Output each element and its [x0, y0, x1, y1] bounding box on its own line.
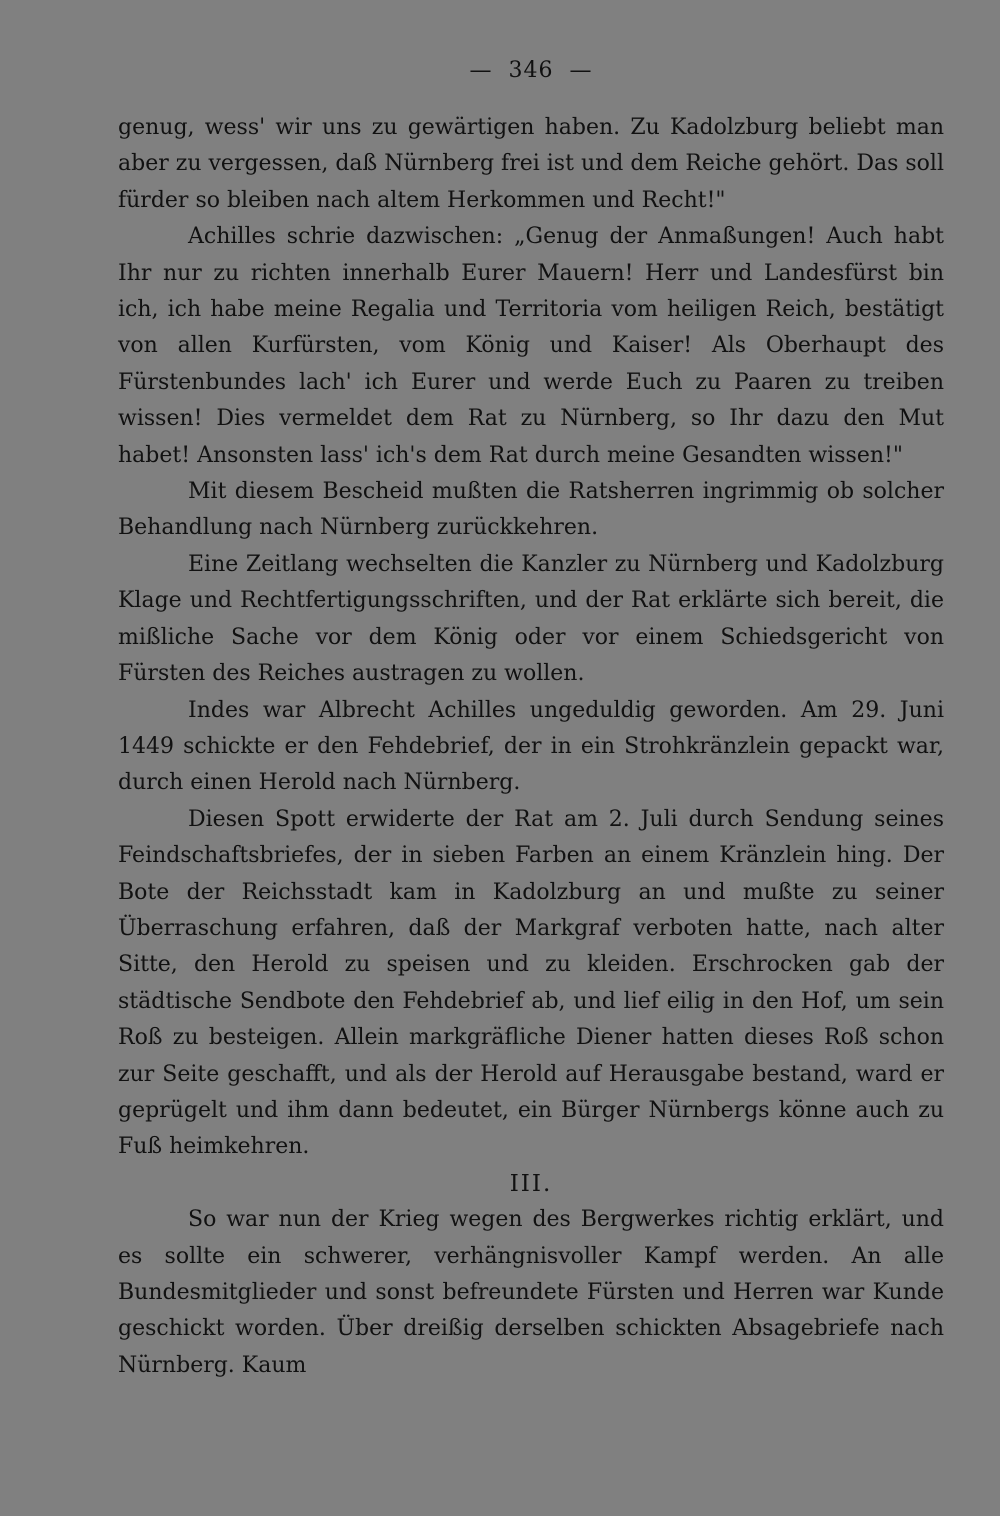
page-number: 346	[508, 58, 554, 83]
paragraph: Mit diesem Bescheid mußten die Ratsherren ingrimmig ob solcher Behandlung nach Nürnberg zurückkehren.	[118, 479, 944, 541]
paragraph-continuation: genug, wess' wir uns zu gewärtigen haben. Zu Kadolzburg beliebt man aber zu vergessen, daß Nürnberg frei ist und dem Reiche gehört. Das soll fürder so bleiben nach altem Herkommen und Recht!"	[118, 115, 944, 213]
body-text	[118, 110, 944, 1384]
header-dash-left: —	[469, 58, 493, 83]
paragraph: Eine Zeitlang wechselten die Kanzler zu Nürnberg und Kadolzburg Klage und Rechtfertigungsschriften, und der Rat erklärte sich bereit, die mißliche Sache vor dem König oder vor einem Schiedsgericht von Fürsten des Reiches austragen zu wollen.	[118, 551, 944, 687]
header-dash-right: —	[569, 58, 593, 83]
paragraph: Achilles schrie dazwischen: „Genug der Anmaßungen! Auch habt Ihr nur zu richten innerhalb Eurer Mauern! Herr und Landesfürst bin ich, ich habe meine Regalia und Territoria vom heiligen Reich, bestätigt von allen Kurfürsten, vom König und Kaiser! Als Oberhaupt des Fürstenbundes lach' ich Eurer und werde Euch zu Paaren zu treiben wissen! Dies vermeldet dem Rat zu Nürnberg, so Ihr dazu den Mut habet! Ansonsten lass' ich's dem Rat durch meine Gesandten wissen!"	[118, 224, 944, 468]
page-header	[118, 52, 944, 90]
paragraph: Indes war Albrecht Achilles ungeduldig geworden. Am 29. Juni 1449 schickte er den Fehdebrief, der in ein Strohkränzlein gepackt war, durch einen Herold nach Nürnberg.	[118, 697, 944, 796]
paragraph: Diesen Spott erwiderte der Rat am 2. Juli durch Sendung seines Feindschaftsbriefes, der in sieben Farben an einem Kränzlein hing. Der Bote der Reichsstadt kam in Kadolzburg an und mußte zu seiner Überraschung erfahren, daß der Markgraf verboten hatte, nach alter Sitte, den Herold zu speisen und zu kleiden. Erschrocken gab der städtische Sendbote den Fehdebrief ab, und lief eilig in den Hof, um sein Roß zu besteigen. Allein markgräfliche Diener hatten dieses Roß schon zur Seite geschafft, und als der Herold auf Herausgabe bestand, ward er geprügelt und ihm dann bedeutet, ein Bürger Nürnbergs könne auch zu Fuß heimkehren.	[118, 806, 944, 1160]
book-page	[118, 52, 944, 1384]
section-heading: III.	[509, 1170, 553, 1197]
section-paragraph: So war nun der Krieg wegen des Bergwerkes richtig erklärt, und es sollte ein schwerer, verhängnisvoller Kampf werden. An alle Bundesmitglieder und sonst befreundete Fürsten und Herren war Kunde geschickt worden. Über dreißig derselben schickten Absagebriefe nach Nürnberg. Kaum	[118, 1207, 944, 1378]
